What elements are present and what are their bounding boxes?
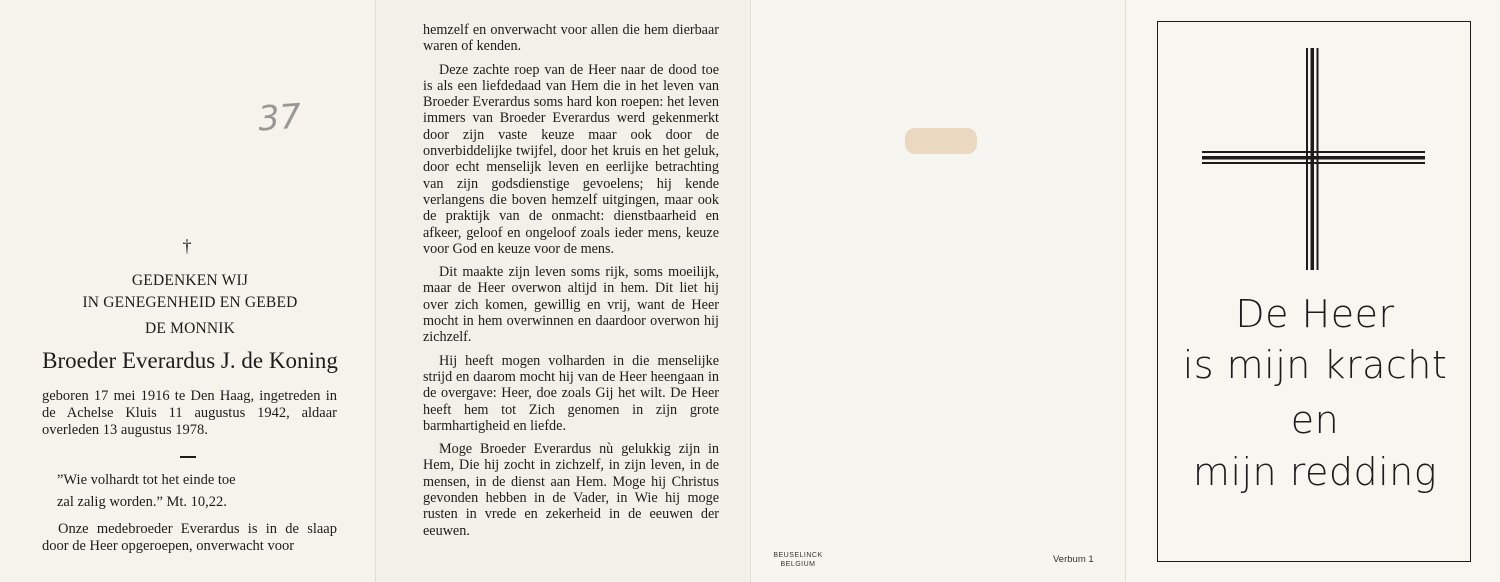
motto-line-1: De Heer (1235, 292, 1395, 336)
obituary-paragraph-1: hemzelf en onverwacht voor allen die hem dierbaar waren of kenden. (423, 22, 719, 55)
fold-line (750, 0, 751, 582)
biography: geboren 17 mei 1916 te Den Haag, ingetreden in de Achelse Kluis 11 augustus 1942, aldaar overleden 13 augustus 1978. (42, 388, 337, 438)
heading-line-2: IN GENEGENHEID EN GEBED (82, 294, 298, 311)
heading-line-3: DE MONNIK (144, 320, 236, 337)
obituary-text (423, 22, 719, 546)
motto-line-4: mijn redding (1192, 450, 1438, 494)
obituary-paragraph-2: Deze zachte roep van de Heer naar de dood toe is als een liefdedaad van Hem die in het leven van Broeder Everardus soms hard kon roepen: het leven immers van Broeder Everardus werd gekenmerkt door zijn vaste keuze maar ook door de onverbiddelijke twijfel, door het kruis en het geluk, door echt menselijk leven en eerlijke betrachting van zijn godsdienstige gevoelens; hij kende verlangens die boven hemzelf uitgingen, maar ook de praktijk van de onmacht: dienstbaarheid en afkeer, geloof en ongeloof zoals ieder mens, keuze voor God en keuze voor de mens. (423, 61, 719, 257)
dagger-cross-icon: † (182, 236, 192, 256)
cross-icon (1195, 45, 1430, 275)
printer-mark (768, 551, 828, 569)
quote-line-2: zal zalig worden.” Mt. 10,22. (57, 494, 227, 510)
heading-line-1: GEDENKEN WIJ (131, 272, 249, 289)
handwritten-mark: 37 (256, 96, 303, 140)
quote-line-1: ”Wie volhardt tot het einde toe (57, 472, 236, 488)
motto-line-3: en (1290, 398, 1340, 442)
printer-country: BELGIUM (780, 561, 816, 568)
obituary-paragraph-5: Moge Broeder Everardus nù gelukkig zijn in Hem, Die hij zocht in zichzelf, in zijn leven, in de mensen, in de dienst aan Hem. Moge hij Christus gevonden hebben in de Vader, in Wie hij moge rusten in vrede en zekerheid in de eeuwen der eeuwen. (423, 441, 719, 539)
fold-line (1125, 0, 1126, 582)
series-label: Verbum 1 (1053, 554, 1094, 565)
separator-dash (180, 456, 196, 458)
closing-text: Onze medebroeder Everardus is in de slaap door de Heer opgeroepen, onverwacht voor (42, 521, 337, 554)
printer-name: BEUSELINCK (773, 552, 823, 559)
obituary-paragraph-3: Dit maakte zijn leven soms rijk, soms moeilijk, maar de Heer overwon altijd in hem. Dit liet hij over zich komen, gewillig en vrij, want de Heer mocht in hem overwinnen en daardoor overwon hij zichzelf. (423, 264, 719, 346)
card-panel-blank (750, 0, 1125, 582)
paper-stain (905, 128, 977, 154)
deceased-name: Broeder Everardus J. de Koning (42, 348, 338, 373)
fold-line (375, 0, 376, 582)
motto-line-2: is mijn kracht (1182, 343, 1448, 387)
obituary-paragraph-4: Hij heeft mogen volharden in die menselijke strijd en daarom mocht hij van de Heer heengaan in de overgave: Heer, doe zoals Gij het wilt. De Heer heeft hem tot Zich genomen in zijn grote barmhartigheid en liefde. (423, 352, 719, 434)
